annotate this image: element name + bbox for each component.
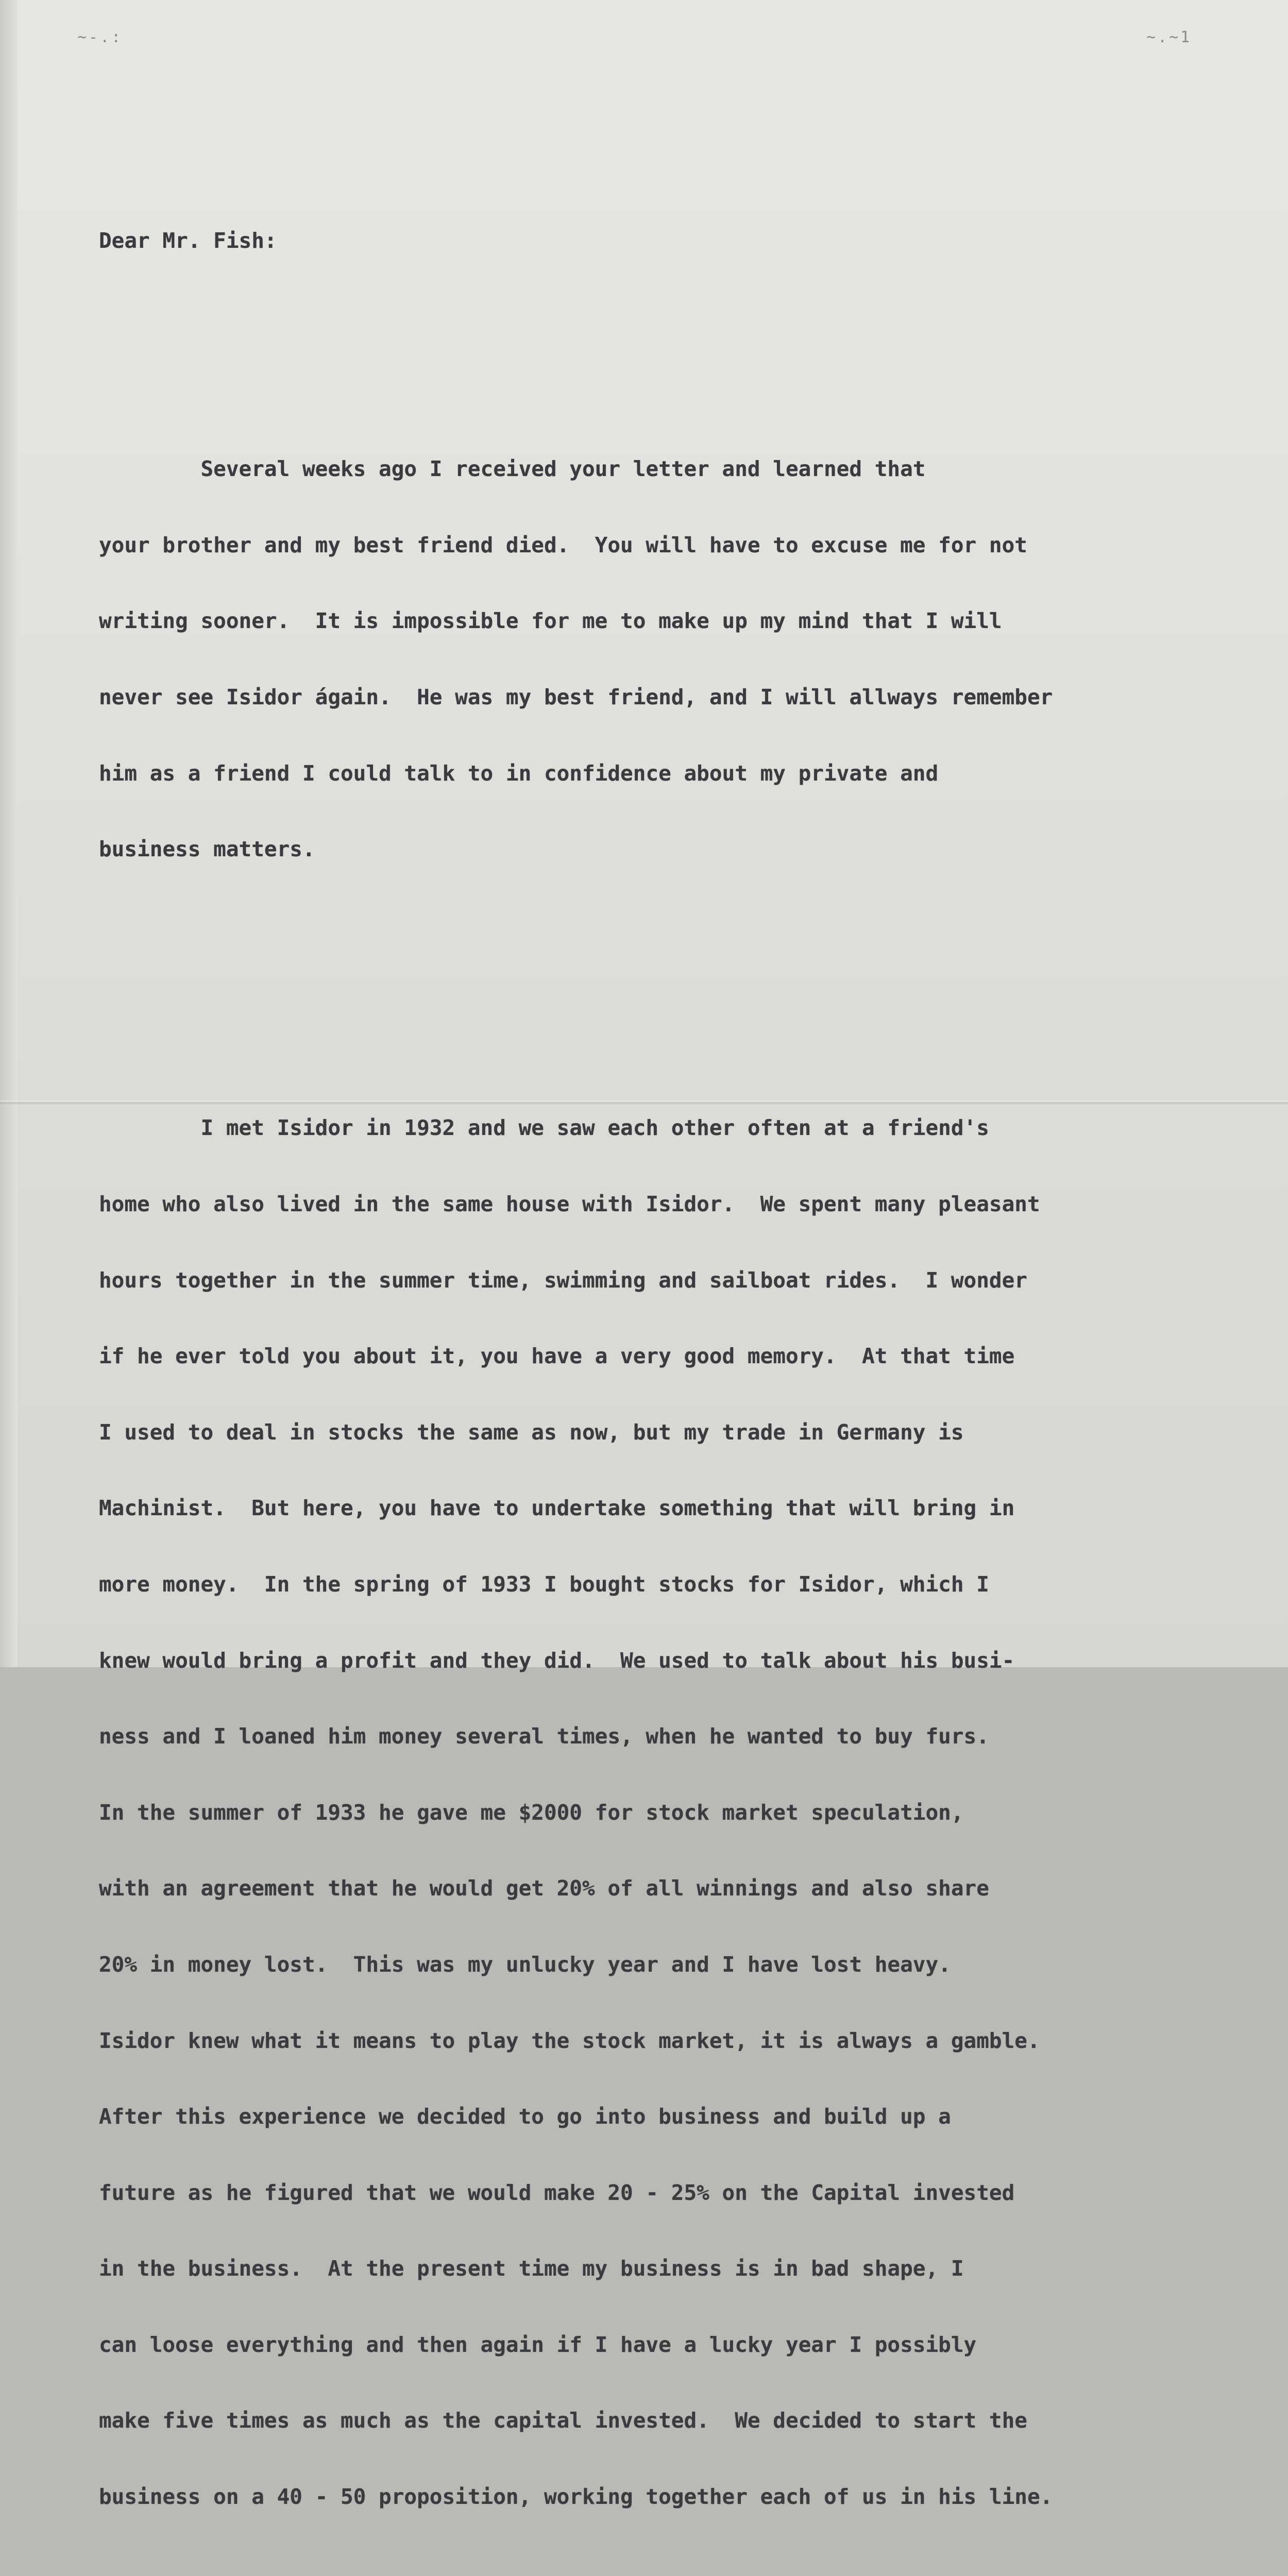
paragraph-line: business on a 40 - 50 proposition, working together each of us in his line. bbox=[99, 2484, 1053, 2510]
paragraph-line: ness and I loaned him money several times, when he wanted to buy furs. bbox=[99, 1724, 989, 1749]
paragraph-line: Isidor knew what it means to play the stock market, it is always a gamble. bbox=[99, 2028, 1040, 2053]
paragraph-line: him as a friend I could talk to in confidence about my private and bbox=[99, 760, 939, 786]
paragraph-line: home who also lived in the same house with Isidor. We spent many pleasant bbox=[99, 1191, 1040, 1216]
paragraph-line: business matters. bbox=[99, 837, 315, 862]
paragraph-line: with an agreement that he would get 20% of all winnings and also share bbox=[99, 1876, 989, 1901]
salutation: Dear Mr. Fish: bbox=[99, 228, 277, 253]
paragraph-line: Machinist. But here, you have to undertake something that will bring in bbox=[99, 1496, 1015, 1521]
paragraph-line: if he ever told you about it, you have a very good memory. At that time bbox=[99, 1344, 1015, 1369]
corner-mark-right: ~.~1 bbox=[1146, 28, 1192, 46]
paragraph-line: writing sooner. It is impossible for me to make up my mind that I will bbox=[99, 608, 1002, 634]
paragraph-line: future as he figured that we would make 20 - 25% on the Capital invested bbox=[99, 2180, 1015, 2205]
page-edge-shadow bbox=[0, 0, 18, 1667]
paragraph-line: make five times as much as the capital invested. We decided to start the bbox=[99, 2408, 1027, 2433]
paragraph-line: After this experience we decided to go into business and build up a bbox=[99, 2104, 951, 2129]
corner-mark-left: ~-.: bbox=[77, 28, 123, 46]
paragraph-line: more money. In the spring of 1933 I bought stocks for Isidor, which I bbox=[99, 1571, 989, 1597]
spacer bbox=[99, 963, 1274, 989]
paragraph-line: I met Isidor in 1932 and we saw each other often at a friend's bbox=[99, 1115, 989, 1141]
paragraph-line: your brother and my best friend died. You will have to excuse me for not bbox=[99, 532, 1027, 557]
letter-body bbox=[99, 178, 1274, 2576]
paragraph-line: Several weeks ago I received your letter and learned that bbox=[99, 456, 926, 482]
paragraph-line: can loose everything and then again if I have a lucky year I possibly bbox=[99, 2332, 977, 2357]
paragraph-2 bbox=[99, 1065, 1274, 2561]
paragraph-1 bbox=[99, 406, 1274, 913]
paragraph-line: never see Isidor ágain. He was my best friend, and I will allways remember bbox=[99, 684, 1053, 709]
paragraph-line: hours together in the summer time, swimming and sailboat rides. I wonder bbox=[99, 1267, 1027, 1293]
paragraph-line: I used to deal in stocks the same as now, but my trade in Germany is bbox=[99, 1419, 964, 1445]
paragraph-line: in the business. At the present time my business is in bad shape, I bbox=[99, 2256, 964, 2281]
paragraph-line: In the summer of 1933 he gave me $2000 for stock market speculation, bbox=[99, 1800, 964, 1825]
paragraph-line: 20% in money lost. This was my unlucky year and I have lost heavy. bbox=[99, 1952, 951, 1977]
spacer bbox=[99, 304, 1274, 330]
paragraph-line: knew would bring a profit and they did. We used to talk about his busi- bbox=[99, 1648, 1015, 1673]
